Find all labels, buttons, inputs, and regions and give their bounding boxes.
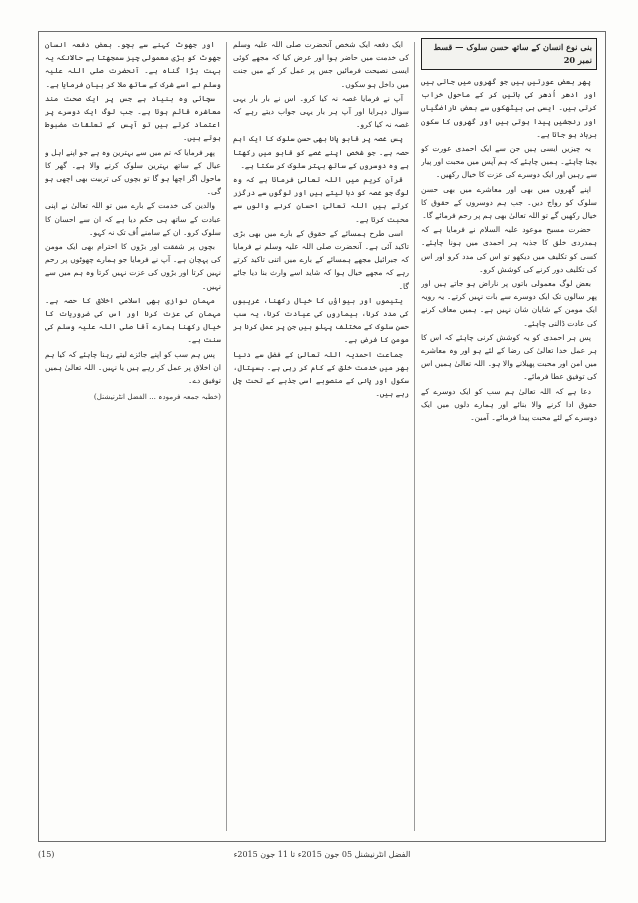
paragraph: والدین کی خدمت کے بارے میں تو اللہ تعالیٰ نے اپنی عبادت کے ساتھ ہی حکم دیا ہے کہ ان سے احسان کا سلوک کرو۔ ان کے سامنے اُف تک نہ کہو۔: [45, 201, 221, 237]
paragraph: سچائی وہ بنیاد ہے جس پر ایک صحت مند معاشرہ قائم ہوتا ہے۔ جب لوگ ایک دوسرے پر اعتماد کرتے ہیں تو آپس کے تعلقات مضبوط ہوتے ہیں۔: [45, 93, 221, 143]
paragraph: قرآن کریم میں اللہ تعالیٰ فرماتا ہے کہ وہ لوگ جو غصہ کو دبا لیتے ہیں اور لوگوں سے درگزر کرتے ہیں اللہ تعالیٰ احسان کرنے والوں سے محبت کرتا ہے۔: [233, 175, 409, 224]
reference-citation: (خطبہ جمعہ فرمودہ ... الفضل انٹرنیشنل): [93, 392, 221, 402]
paragraph: اپنے گھروں میں بھی اور معاشرے میں بھی حسن سلوک کو رواج دیں۔ جب ہم دوسروں کے حقوق کا خیال رکھیں گے تو اللہ تعالیٰ بھی ہم پر رحم فرمائے گا۔: [421, 184, 597, 221]
paragraph: پس ہر احمدی کو یہ کوشش کرنی چاہئے کہ اس کا ہر عمل خدا تعالیٰ کی رضا کے لئے ہو اور وہ معاشرے میں امن اور محبت پھیلانے والا ہو۔ اللہ تعالیٰ ہمیں اس کی توفیق عطا فرمائے۔: [421, 332, 597, 382]
column-divider: [226, 42, 227, 831]
page-footer: [38, 850, 606, 868]
paragraph: ایک دفعہ ایک شخص آنحضرت صلی اللہ علیہ وسلم کی خدمت میں حاضر ہوا اور عرض کیا کہ مجھے کوئی ایسی نصیحت فرمائیں جس پر عمل کر کے میں جنت میں داخل ہو سکوں۔: [233, 40, 409, 89]
paragraph: مہمان نوازی بھی اسلامی اخلاق کا حصہ ہے۔ مہمان کی عزت کرنا اور اس کی ضروریات کا خیال رکھنا ہمارے آقا صلی اللہ علیہ وسلم کی سنت ہے۔: [45, 295, 221, 345]
paragraph: پس ہم سب کو اپنے جائزے لیتے رہنا چاہئے کہ کیا ہم ان اخلاق پر عمل کر رہے ہیں یا نہیں۔ اللہ تعالیٰ ہمیں توفیق دے۔: [45, 349, 221, 386]
paragraph: جماعت احمدیہ اللہ تعالیٰ کے فضل سے دنیا بھر میں خدمت خلق کے کام کر رہی ہے۔ ہسپتال، سکول اور پانی کے منصوبے اسی جذبے کے تحت چل رہے ہیں۔: [233, 349, 409, 399]
paragraph: یتیموں اور بیواؤں کا خیال رکھنا، غریبوں کی مدد کرنا، بیماروں کی عیادت کرنا، یہ سب حسن سلوک کے مختلف پہلو ہیں جن پر عمل کرنا ہر مومن کا فرض ہے۔: [233, 295, 409, 345]
article-frame: [38, 31, 606, 842]
paragraph: حضرت مسیح موعود علیہ السلام نے فرمایا ہے کہ ہمدردی خلق کا جذبہ ہر احمدی میں ہونا چاہئے۔ کسی کو تکلیف میں دیکھو تو اس کی مدد کرو اور اس کی تکلیف دور کرنے کی کوشش کرو۔: [421, 225, 597, 274]
paragraph: اور جھوٹ کہنے سے بچو۔ بعض دفعہ انسان جھوٹ کو بڑی معمولی چیز سمجھتا ہے حالانکہ یہ بہت بڑا گناہ ہے۔ آنحضرت صلی اللہ علیہ وسلم نے اسے شرک کے ساتھ ملا کر بیان فرمایا ہے۔: [45, 40, 221, 89]
publication-info: الفضل انٹرنیشنل 05 جون 2015ء تا 11 جون 2015ء: [233, 850, 411, 859]
paragraph: بعض لوگ معمولی باتوں پر ناراض ہو جاتے ہیں اور پھر سالوں تک ایک دوسرے سے بات نہیں کرتے۔ یہ رویہ ایک مومن کے شایان شان نہیں ہے۔ ہمیں معاف کرنے کی عادت ڈالنی چاہئے۔: [421, 279, 597, 328]
paragraph: پھر بعض عورتیں ہیں جو گھروں میں جاتی ہیں اور ادھر اُدھر کی باتیں کر کے ماحول خراب کرتی ہیں۔ ایسی ہی بیٹھکوں سے بعض ناراضگیاں اور رنجشیں پیدا ہوتی ہیں اور گھروں کا سکون برباد ہو جاتا ہے۔: [421, 77, 597, 139]
paragraph: بچوں پر شفقت اور بڑوں کا احترام بھی ایک مومن کی پہچان ہے۔ آپ نے فرمایا جو ہمارے چھوٹوں پر رحم نہیں کرتا اور بڑوں کی عزت نہیں کرتا وہ ہم میں سے نہیں۔: [45, 242, 221, 291]
paragraph: یہ چیزیں ایسی ہیں جن سے ایک احمدی عورت کو بچنا چاہئے۔ ہمیں چاہئے کہ ہم آپس میں محبت اور پیار سے رہیں اور ایک دوسرے کی عزت کا خیال رکھیں۔: [421, 144, 597, 180]
paragraph: اسی طرح ہمسائے کے حقوق کے بارے میں بھی بڑی تاکید آئی ہے۔ آنحضرت صلی اللہ علیہ وسلم نے فرمایا کہ جبرائیل مجھے ہمسائے کے بارے میں اتنی تاکید کرتے رہے کہ مجھے خیال ہوا کہ شاید اسے وارث بنا دیا جائے گا۔: [233, 228, 409, 291]
column-middle: [233, 38, 409, 835]
column-right: [421, 38, 597, 835]
paragraph: پس غصہ پر قابو پانا بھی حسن سلوک کا ایک اہم حصہ ہے۔ جو شخص اپنے غصے کو قابو میں رکھتا ہے وہ دوسروں کے ساتھ بہتر سلوک کر سکتا ہے۔: [233, 134, 409, 170]
section-title: بنی نوع انسان کے ساتھ حسن سلوک — قسط نمبر 20: [421, 38, 597, 70]
page-number: (15): [38, 850, 55, 859]
paragraph: پھر فرمایا کہ تم میں سے بہترین وہ ہے جو اپنے اہل و عیال کے ساتھ بہترین سلوک کرنے والا ہے۔ گھر کا ماحول اگر اچھا ہو گا تو بچوں کی تربیت بھی اچھی ہو گی۔: [45, 147, 221, 197]
column-left: [45, 38, 221, 835]
column-divider: [414, 42, 415, 831]
paragraph: دعا ہے کہ اللہ تعالیٰ ہم سب کو ایک دوسرے کے حقوق ادا کرنے والا بنائے اور ہمارے دلوں میں ایک دوسرے کے لئے محبت پیدا فرمائے۔ آمین۔: [421, 386, 597, 423]
paragraph: آپ نے فرمایا غصہ نہ کیا کرو۔ اس نے بار بار یہی سوال دہرایا اور آپ ہر بار یہی جواب دیتے رہے کہ غصہ نہ کیا کرو۔: [233, 93, 409, 130]
